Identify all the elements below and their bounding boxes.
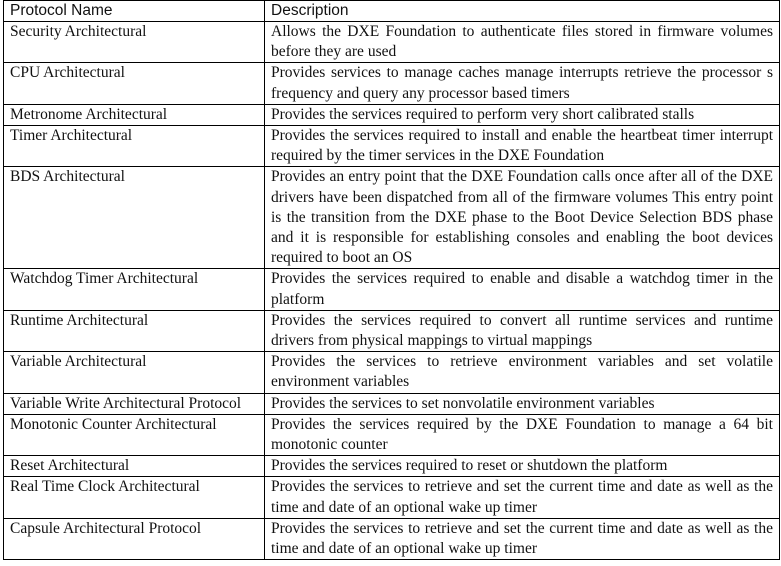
protocol-name-cell: CPU Architectural [4,63,265,104]
description-cell: Provides the services to set nonvolatile environment variables [265,393,780,414]
table-row [4,352,780,393]
description-cell: Provides the services to retrieve and set the current time and date as well as the time and date of an optional wake up timer [265,477,780,518]
table-row [4,269,780,310]
table-row [4,518,780,559]
table-header-row [4,1,780,22]
header-description: Description [265,1,780,22]
table-row [4,22,780,63]
protocol-name-cell: Reset Architectural [4,456,265,477]
protocol-name-cell: Runtime Architectural [4,310,265,351]
description-cell: Provides the services required to convert all runtime services and runtime drivers from physical mappings to virtual mappings [265,310,780,351]
description-cell: Provides an entry point that the DXE Foundation calls once after all of the DXE drivers have been dispatched from all of the firmware volumes This entry point is the transition from the DXE phase to the Boot Device Selection BDS phase and it is responsible for establishing consoles and enabling the boot devices required to boot an OS [265,167,780,269]
protocol-name-cell: Real Time Clock Architectural [4,477,265,518]
description-cell: Allows the DXE Foundation to authenticate files stored in firmware volumes before they are used [265,22,780,63]
description-cell: Provides the services required to reset or shutdown the platform [265,456,780,477]
description-cell: Provides the services required by the DXE Foundation to manage a 64 bit monotonic counter [265,414,780,455]
table-row [4,63,780,104]
table-row [4,477,780,518]
table-row [4,310,780,351]
protocol-name-cell: Capsule Architectural Protocol [4,518,265,559]
protocol-table [3,0,780,560]
description-cell: Provides services to manage caches manage interrupts retrieve the processor s frequency and query any processor based timers [265,63,780,104]
description-cell: Provides the services required to perform very short calibrated stalls [265,104,780,125]
protocol-name-cell: Watchdog Timer Architectural [4,269,265,310]
protocol-name-cell: BDS Architectural [4,167,265,269]
description-cell: Provides the services to retrieve and set the current time and date as well as the time and date of an optional wake up timer [265,518,780,559]
table-row [4,126,780,167]
protocol-name-cell: Security Architectural [4,22,265,63]
protocol-name-cell: Variable Write Architectural Protocol [4,393,265,414]
description-cell: Provides the services to retrieve environment variables and set volatile environment variables [265,352,780,393]
protocol-name-cell: Metronome Architectural [4,104,265,125]
table-row [4,104,780,125]
table-row [4,456,780,477]
table-row [4,414,780,455]
protocol-name-cell: Monotonic Counter Architectural [4,414,265,455]
table-row [4,393,780,414]
description-cell: Provides the services required to install and enable the heartbeat timer interrupt required by the timer services in the DXE Foundation [265,126,780,167]
table-row [4,167,780,269]
description-cell: Provides the services required to enable and disable a watchdog timer in the platform [265,269,780,310]
protocol-name-cell: Timer Architectural [4,126,265,167]
header-protocol-name: Protocol Name [4,1,265,22]
protocol-name-cell: Variable Architectural [4,352,265,393]
